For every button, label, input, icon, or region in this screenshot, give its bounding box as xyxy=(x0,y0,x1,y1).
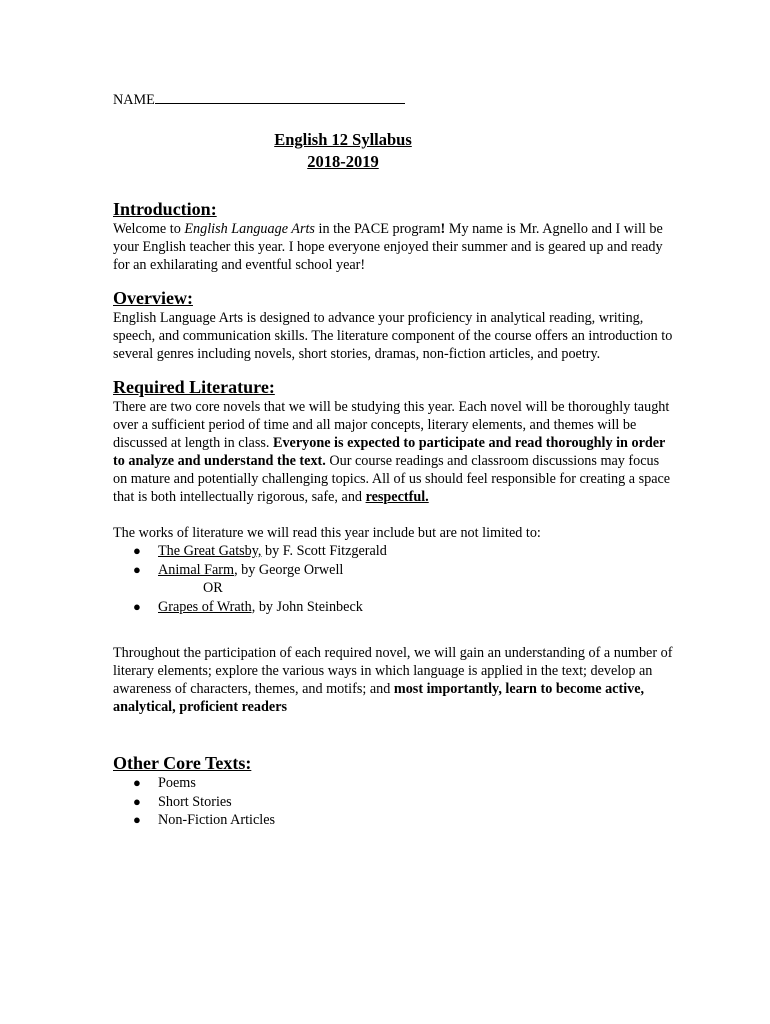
book-list xyxy=(113,542,673,579)
elements-emphasis: most importantly, learn to become active, analytical, proficient readers xyxy=(113,681,645,715)
book-title: Animal Farm xyxy=(158,561,235,578)
bullet-icon: ● xyxy=(133,775,141,790)
works-intro: The works of literature we will read this year include but are not limited to: xyxy=(113,525,541,541)
overview-text: English Language Arts is designed to advance your proficiency in analytical reading, writing, speech, and communication skills. The literature component of the course offers an introduction to several genres including novels, short stories, dramas, non-fiction articles, and poetry. xyxy=(113,310,673,362)
list-item xyxy=(133,598,673,617)
bullet-icon: ● xyxy=(133,812,141,827)
syllabus-page xyxy=(113,90,673,830)
intro-text-2: in the PACE program xyxy=(314,221,441,237)
bullet-icon: ● xyxy=(133,598,141,614)
document-title: English 12 Syllabus xyxy=(274,130,412,149)
intro-text-3: My name is Mr. Agnello and I will be your English teacher this year. I hope everyone enjoyed their summer and is geared up and ready for an exhilarating and eventful school year! xyxy=(113,221,663,273)
list-item xyxy=(133,542,673,561)
bullet-icon: ● xyxy=(133,561,141,577)
book-author: by John Steinbeck xyxy=(255,598,363,615)
other-core-texts-section xyxy=(113,752,673,830)
elements-text: Throughout the participation of each required novel, we will gain an understanding of a number of literary elements; explore the various ways in which language is applied in the text; develop an awareness of characters, themes, and motifs; and xyxy=(113,645,673,697)
literary-elements-text xyxy=(113,644,673,716)
spacer xyxy=(113,506,673,524)
book-author: , by George Orwell xyxy=(234,561,344,578)
name-field xyxy=(113,90,673,109)
intro-exclamation: ! xyxy=(440,221,446,237)
book-title: The Great Gatsby, xyxy=(158,543,262,559)
bullet-icon: ● xyxy=(133,793,141,809)
required-literature-section xyxy=(113,376,673,716)
core-text-item: Short Stories xyxy=(158,793,232,810)
spacer xyxy=(113,616,673,644)
book-list-alt xyxy=(113,598,673,617)
core-text-item: Poems xyxy=(158,775,196,791)
required-literature-text xyxy=(113,398,673,506)
name-label: NAME xyxy=(113,92,155,108)
req-text-2: Our course readings and classroom discussions may focus on mature and potentially challenging topics. All of us should feel responsible for creating a space that is both intellectually rigorous, safe, and xyxy=(113,453,671,505)
req-expectation: Everyone is expected to participate and read thoroughly in order to analyze and understand the text. xyxy=(113,435,666,469)
overview-heading: Overview: xyxy=(113,288,193,308)
req-text-1: There are two core novels that we will be studying this year. Each novel will be thoroughly taught over a sufficient period of time and all major concepts, literary elements, and themes will be discussed at length in class. xyxy=(113,399,670,451)
req-respectful: respectful. xyxy=(365,489,429,505)
list-item xyxy=(133,793,673,812)
intro-course-name: English Language Arts xyxy=(184,221,315,237)
core-text-item: Non-Fiction Articles xyxy=(158,812,276,828)
book-author: by F. Scott Fitzgerald xyxy=(261,543,387,559)
bullet-icon: ● xyxy=(133,543,141,558)
introduction-heading: Introduction: xyxy=(113,199,217,219)
school-year: 2018-2019 xyxy=(307,152,379,171)
or-label: OR xyxy=(203,580,223,596)
other-core-texts-heading: Other Core Texts: xyxy=(113,753,252,773)
introduction-text xyxy=(113,220,673,274)
required-literature-heading: Required Literature: xyxy=(113,377,275,397)
overview-section xyxy=(113,287,673,363)
list-item xyxy=(133,811,673,830)
core-texts-list xyxy=(113,774,673,830)
list-item xyxy=(133,774,673,793)
introduction-section xyxy=(113,198,673,274)
book-title: Grapes of Wrath, xyxy=(158,598,256,615)
name-blank-line xyxy=(155,90,405,104)
intro-text-1: Welcome to xyxy=(113,221,185,237)
list-item xyxy=(133,561,673,580)
spacer xyxy=(113,716,673,752)
